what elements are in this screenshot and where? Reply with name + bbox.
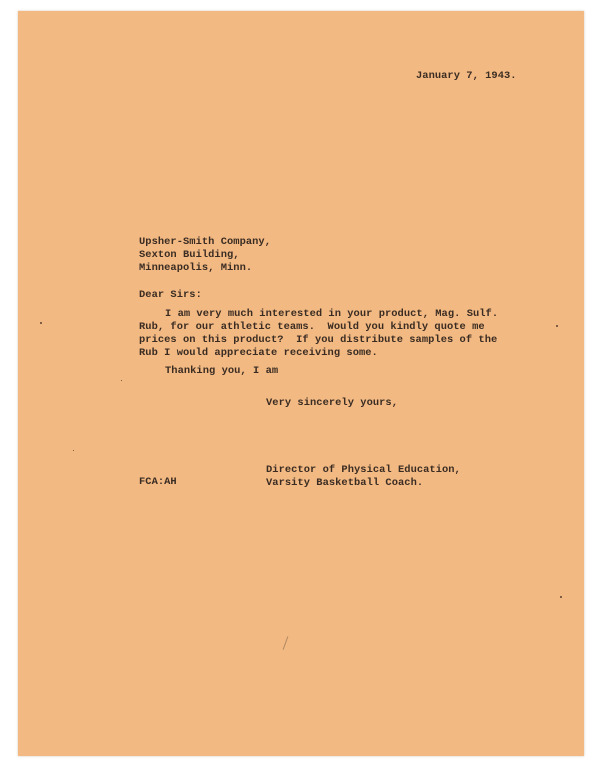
paper-speck — [556, 325, 558, 327]
letter-page — [18, 11, 584, 756]
recipient-line: Minneapolis, Minn. — [139, 262, 253, 274]
recipient-line: Sexton Building, — [139, 249, 240, 261]
paper-speck — [560, 596, 562, 598]
paper-speck — [40, 322, 42, 324]
body-line: I am very much interested in your product, Mag. Sulf. — [165, 308, 499, 320]
letter-date: January 7, 1943. — [416, 70, 517, 82]
recipient-line: Upsher-Smith Company, — [139, 236, 271, 248]
body-line: Rub, for our athletic teams. Would you kindly quote me — [139, 321, 485, 333]
complimentary-closing: Very sincerely yours, — [266, 397, 398, 409]
reference-initials: FCA:AH — [139, 476, 177, 488]
body-line: prices on this product? If you distribute samples of the — [139, 334, 498, 346]
body-line: Rub I would appreciate receiving some. — [139, 347, 378, 359]
thanks-line: Thanking you, I am — [165, 365, 279, 377]
paper-speck — [121, 380, 122, 381]
signature-title: Director of Physical Education, — [266, 464, 461, 476]
paper-speck — [73, 450, 74, 451]
signature-title: Varsity Basketball Coach. — [266, 477, 424, 489]
salutation: Dear Sirs: — [139, 289, 202, 301]
